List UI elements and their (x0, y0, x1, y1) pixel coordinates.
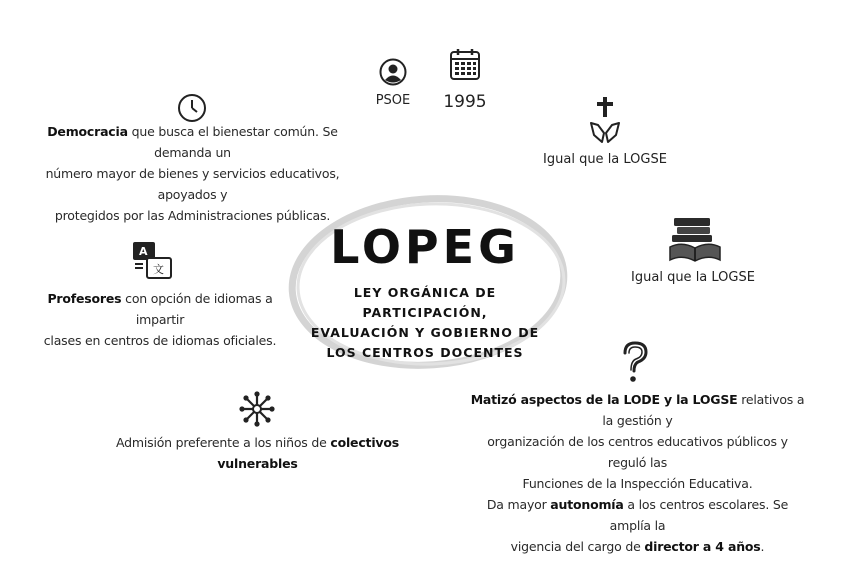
details-bold-1: Matizó aspectos de la LODE y la LOGSE (470, 392, 738, 407)
books-label: Igual que la LOGSE (631, 270, 755, 285)
teachers-text (30, 288, 290, 351)
details-line-5-prefix: vigencia del cargo de (510, 539, 645, 554)
teachers-line-2: clases en centros de idiomas oficiales. (43, 333, 277, 348)
translate-icon (131, 240, 175, 282)
details-line-4-bold: autonomía (550, 497, 624, 512)
svg-text:A: A (139, 245, 148, 258)
details-line-5-rest: . (760, 539, 765, 554)
people-network-icon (238, 390, 276, 428)
lopeg-details-text (470, 389, 805, 557)
details-line-4-rest: a los centros escolares. Se amplía la (609, 497, 789, 533)
details-line-1 (470, 389, 805, 431)
teachers-line-1 (30, 288, 290, 330)
subtitle-line-2: EVALUACIÓN Y GOBIERNO DE (310, 325, 540, 340)
praying-hands-cross-icon (588, 95, 622, 145)
details-line-5-bold: director a 4 años (644, 539, 761, 554)
democracy-line-1-rest: que busca el bienestar común. Se demanda un (127, 124, 338, 160)
subtitle-line-1: LEY ORGÁNICA DE PARTICIPACIÓN, (353, 285, 497, 320)
user-icon (379, 58, 407, 86)
books-icon (668, 215, 722, 263)
religion-label: Igual que la LOGSE (543, 152, 667, 167)
party-label: PSOE (375, 93, 411, 108)
svg-text:文: 文 (153, 263, 164, 276)
year-label: 1995 (443, 92, 487, 112)
admission-bold: colectivos vulnerables (217, 435, 399, 471)
teachers-bold: Profesores (47, 291, 122, 306)
admission-text (90, 432, 425, 474)
democracy-bold: Democracia (47, 124, 128, 139)
details-line-4-prefix: Da mayor (486, 497, 551, 512)
calendar-icon (449, 47, 481, 81)
center-title: LOPEG (330, 220, 520, 274)
details-line-3: Funciones de la Inspección Educativa. (522, 476, 753, 491)
democracy-line-3: protegidos por las Administraciones públicas. (54, 208, 331, 223)
center-subtitle (290, 283, 560, 363)
subtitle-line-3: LOS CENTROS DOCENTES (326, 345, 524, 360)
teachers-line-1-rest: con opción de idiomas a impartir (121, 291, 273, 327)
clock-icon (177, 93, 207, 123)
details-line-4 (470, 494, 805, 536)
details-line-2: organización de los centros educativos públicos y reguló las (487, 434, 788, 470)
details-line-5 (470, 536, 805, 557)
democracy-text (20, 121, 365, 226)
details-line-1-rest: relativos a la gestión y (602, 392, 805, 428)
question-mark-icon (620, 340, 650, 384)
democracy-line-1 (20, 121, 365, 163)
admission-prefix: Admisión preferente a los niños de (116, 435, 331, 450)
democracy-line-2: número mayor de bienes y servicios educativos, apoyados y (45, 166, 340, 202)
